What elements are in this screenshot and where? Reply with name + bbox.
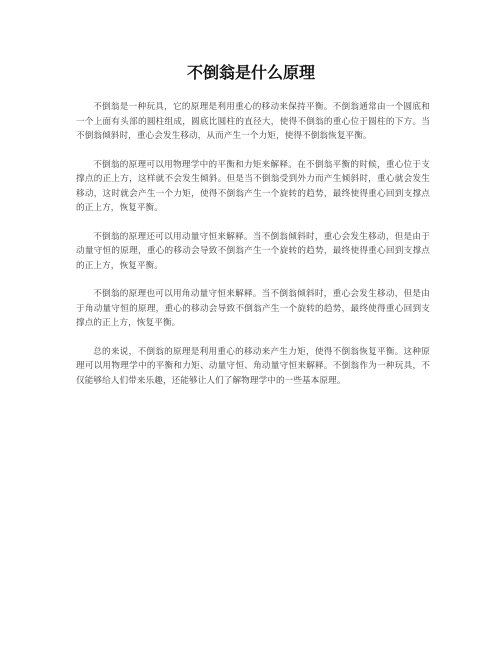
- paragraph-3: 不倒翁的原理还可以用动量守恒来解释。当不倒翁倾斜时，重心会发生移动，但是由于动量守恒的原理，重心的移动会导致不倒翁产生一个旋转的趋势，最终使得重心回到支撑点的正上方，恢复平衡。: [76, 231, 430, 271]
- paragraph-2: 不倒翁的原理可以用物理学中的平衡和力矩来解释。在不倒翁平衡的时候，重心位于支撑点的正上方，这样就不会发生倾斜。但是当不倒翁受到外力而产生倾斜时，重心就会发生移动，这时就会产生一个力矩，使得不倒翁产生一个旋转的趋势，最终使得重心回到支撑点的正上方，恢复平衡。: [76, 159, 430, 213]
- document-title: 不倒翁是什么原理: [186, 63, 315, 82]
- paragraph-5: 总的来说，不倒翁的原理是利用重心的移动来产生力矩，使得不倒翁恢复平衡。这种原理可以用物理学中的平衡和力矩、动量守恒、角动量守恒来解释。不倒翁作为一种玩具，不仅能够给人们带来乐趣，还能够让人们了解物理学中的一些基本原理。: [76, 346, 430, 386]
- paragraph-4: 不倒翁的原理也可以用角动量守恒来解释。当不倒翁倾斜时，重心会发生移动，但是由于角动量守恒的原理，重心的移动会导致不倒翁产生一个旋转的趋势，最终使得重心回到支撑点的正上方，恢复平衡。: [76, 289, 430, 328]
- paragraph-1: 不倒翁是一种玩具，它的原理是利用重心的移动来保持平衡。不倒翁通常由一个圆底和一个上面有头部的圆柱组成，圆底比圆柱的直径大，使得不倒翁的重心位于圆柱的下方。当不倒翁倾斜时，重心会发生移动，从而产生一个力矩，使得不倒翁恢复平衡。: [76, 102, 430, 141]
- document-body: [76, 100, 430, 402]
